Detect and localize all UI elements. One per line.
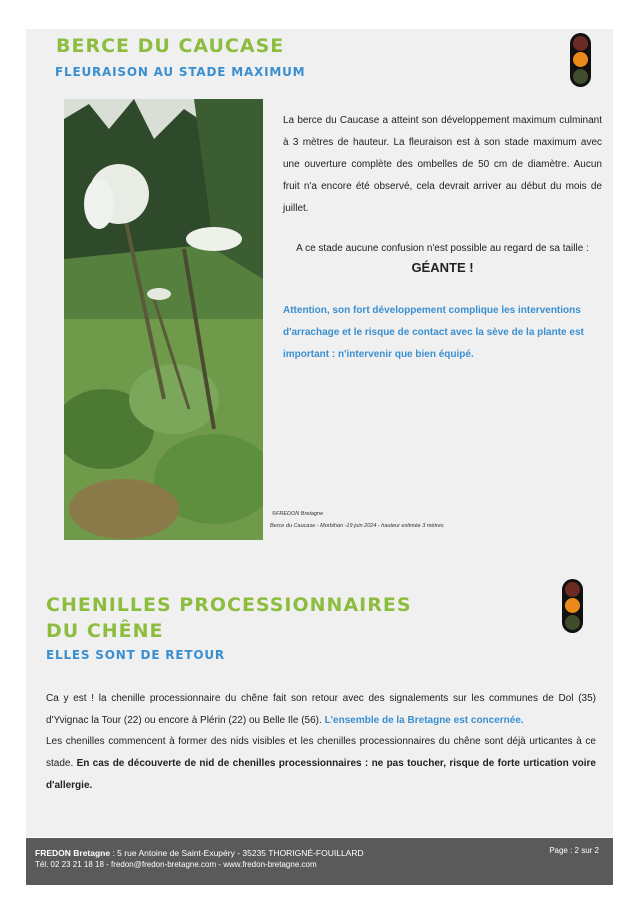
section2-title-line1: CHENILLES PROCESSIONNAIRES bbox=[46, 594, 412, 616]
section2-p2-text: Les chenilles commencent à former des nids visibles et les chenilles processionnaires du chêne sont déjà urticantes à ce stade. bbox=[46, 736, 596, 769]
section1-confusion: A ce stade aucune confusion n'est possible au regard de sa taille : bbox=[296, 243, 589, 254]
traffic-light-red bbox=[565, 582, 580, 597]
page-number: Page : 2 sur 2 bbox=[549, 846, 599, 855]
traffic-light-icon-2 bbox=[562, 579, 583, 633]
section1-subtitle: FLEURAISON AU STADE MAXIMUM bbox=[55, 65, 306, 79]
traffic-light-red bbox=[573, 36, 588, 51]
traffic-light-icon bbox=[570, 33, 591, 87]
section2-p1-text: Ca y est ! la chenille processionnaire du chêne fait son retour avec des signalements sur les communes de Dol (35) d'Yvignac la Tour (22) ou encore à Plérin (22) ou Belle Ile (56). bbox=[46, 693, 596, 726]
section2-paragraph2 bbox=[46, 731, 596, 797]
footer-org: FREDON Bretagne bbox=[35, 848, 111, 858]
section1-paragraph: La berce du Caucase a atteint son développement maximum culminant à 3 mètres de hauteur. La fleuraison est à son stade maximum avec une ouverture complète des ombelles de 50 cm de diamètre. Aucun fruit n'a encore été observé, cela devrait arriver au début du mois de juillet. bbox=[283, 115, 602, 214]
hogweed-photo bbox=[64, 99, 263, 540]
footer-address-line bbox=[35, 848, 364, 858]
photo-credit: ©FREDON Bretagne bbox=[272, 511, 324, 517]
traffic-light-green bbox=[573, 69, 588, 84]
footer-contact: Tél. 02 23 21 18 18 - fredon@fredon-bretagne.com - www.fredon-bretagne.com bbox=[35, 860, 317, 869]
section2-title bbox=[46, 592, 412, 644]
section1-title: BERCE DU CAUCASE bbox=[56, 35, 285, 57]
footer-address: : 5 rue Antoine de Saint-Exupéry - 35235 THORIGNÉ-FOUILLARD bbox=[110, 848, 364, 858]
section2-paragraph1 bbox=[46, 688, 596, 732]
section1-giant: GÉANTE ! bbox=[411, 260, 474, 275]
page-footer bbox=[26, 838, 613, 885]
section2-p2-bold: En cas de découverte de nid de chenilles processionnaires : ne pas toucher, risque de forte urtication voire d'allergie. bbox=[46, 758, 596, 791]
traffic-light-orange bbox=[565, 598, 580, 613]
section2-subtitle: ELLES SONT DE RETOUR bbox=[46, 648, 225, 662]
section2-title-line2: DU CHÊNE bbox=[46, 620, 164, 642]
photo-caption: Berce du Caucase - Morbihan -19 juin 2024 - hauteur estimée 3 mètres bbox=[270, 523, 444, 529]
section2-p1-highlight: L'ensemble de la Bretagne est concernée. bbox=[324, 715, 524, 726]
traffic-light-orange bbox=[573, 52, 588, 67]
section1-warning: Attention, son fort développement complique les interventions d'arrachage et le risque de contact avec la sève de la plante est important : n'intervenir que bien équipé. bbox=[283, 305, 584, 360]
traffic-light-green bbox=[565, 615, 580, 630]
